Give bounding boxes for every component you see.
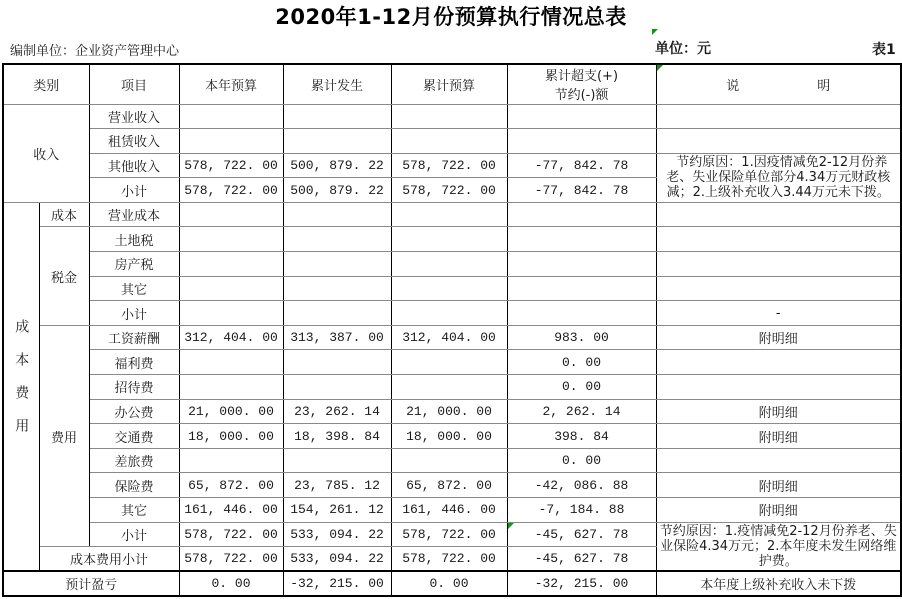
- salary-annual[interactable]: 312, 404. 00: [179, 325, 283, 350]
- row-other-tax: [3, 276, 901, 301]
- salary-note[interactable]: 附明细: [656, 325, 901, 350]
- expected-profit-loss-budget[interactable]: 0. 00: [391, 571, 507, 596]
- entertainment-actual[interactable]: [283, 375, 391, 400]
- row-travel: [3, 448, 901, 473]
- sheet-number-label: 表1: [872, 42, 896, 58]
- expected-profit-loss-annual[interactable]: 0. 00: [179, 571, 283, 596]
- land-tax-budget[interactable]: [391, 227, 507, 252]
- tax-section-label[interactable]: 税金: [39, 227, 89, 325]
- expected-profit-loss-label[interactable]: 预计盈亏: [3, 571, 179, 596]
- insurance-budget[interactable]: 65, 872. 00: [391, 473, 507, 498]
- expense-subtotal-actual[interactable]: 533, 094. 22: [283, 522, 391, 547]
- cost-expense-subtotal-budget[interactable]: 578, 722. 00: [391, 547, 507, 572]
- other-income-annual[interactable]: 578, 722. 00: [179, 153, 283, 178]
- transport-variance[interactable]: 398. 84: [507, 424, 656, 449]
- land-tax-note[interactable]: [656, 227, 901, 252]
- income-subtotal-variance[interactable]: -77, 842. 78: [507, 178, 656, 203]
- header-row: [3, 64, 901, 104]
- tax-subtotal-item[interactable]: 小计: [89, 301, 179, 326]
- notes-header-label: 说 明: [726, 78, 831, 94]
- row-rental-income: [3, 129, 901, 154]
- insurance-item[interactable]: 保险费: [89, 473, 179, 498]
- property-tax-item[interactable]: 房产税: [89, 252, 179, 277]
- cost-expense-vertical-text: 成本费用: [13, 318, 30, 451]
- office-annual[interactable]: 21, 000. 00: [179, 399, 283, 424]
- green-corner-marker-icon: [508, 523, 514, 529]
- expense-savings-note[interactable]: 节约原因：1.疫情减免2-12月份养老、失业保险4.34万元；2.本年度未发生网络维护费。: [656, 522, 901, 571]
- other-expense-actual[interactable]: 154, 261. 12: [283, 498, 391, 523]
- office-note[interactable]: 附明细: [656, 399, 901, 424]
- income-savings-note[interactable]: 节约原因：1.因疫情减免2-12月份养老、失业保险单位部分4.34万元财政核减；2.上级补充收入3.44万元未下拨。: [656, 153, 901, 202]
- welfare-budget[interactable]: [391, 350, 507, 375]
- other-tax-variance[interactable]: [507, 276, 656, 301]
- expense-subtotal-item[interactable]: 小计: [89, 522, 179, 547]
- operating-cost-item[interactable]: 营业成本: [89, 202, 179, 227]
- salary-variance[interactable]: 983. 00: [507, 325, 656, 350]
- transport-actual[interactable]: 18, 398. 84: [283, 424, 391, 449]
- operating-income-budget[interactable]: [391, 104, 507, 129]
- other-income-budget[interactable]: 578, 722. 00: [391, 153, 507, 178]
- transport-item[interactable]: 交通费: [89, 424, 179, 449]
- row-expected-profit-loss: [3, 571, 901, 596]
- entertainment-variance[interactable]: 0. 00: [507, 375, 656, 400]
- travel-item[interactable]: 差旅费: [89, 448, 179, 473]
- expense-subtotal-budget[interactable]: 578, 722. 00: [391, 522, 507, 547]
- rental-income-budget[interactable]: [391, 129, 507, 154]
- property-tax-actual[interactable]: [283, 252, 391, 277]
- other-income-item[interactable]: 其他收入: [89, 153, 179, 178]
- property-tax-note[interactable]: [656, 252, 901, 277]
- expected-profit-loss-variance[interactable]: -32, 215. 00: [507, 571, 656, 596]
- col-header-category[interactable]: 类别: [3, 64, 89, 104]
- row-other-income: [3, 153, 901, 178]
- other-expense-budget[interactable]: 161, 446. 00: [391, 498, 507, 523]
- operating-income-note[interactable]: [656, 104, 901, 129]
- income-subtotal-item[interactable]: 小计: [89, 178, 179, 203]
- rental-income-item[interactable]: 租赁收入: [89, 129, 179, 154]
- income-subtotal-annual[interactable]: 578, 722. 00: [179, 178, 283, 203]
- other-expense-item[interactable]: 其它: [89, 498, 179, 523]
- rental-income-annual[interactable]: [179, 129, 283, 154]
- row-insurance: [3, 473, 901, 498]
- entertainment-item[interactable]: 招待费: [89, 375, 179, 400]
- land-tax-item[interactable]: 土地税: [89, 227, 179, 252]
- operating-income-item[interactable]: 营业收入: [89, 104, 179, 129]
- green-corner-marker-icon: [657, 65, 663, 71]
- travel-budget[interactable]: [391, 448, 507, 473]
- operating-income-annual[interactable]: [179, 104, 283, 129]
- operating-income-variance[interactable]: [507, 104, 656, 129]
- operating-cost-budget[interactable]: [391, 202, 507, 227]
- insurance-note[interactable]: 附明细: [656, 473, 901, 498]
- operating-cost-annual[interactable]: [179, 202, 283, 227]
- property-tax-annual[interactable]: [179, 252, 283, 277]
- operating-cost-note[interactable]: [656, 202, 901, 227]
- col-header-item[interactable]: 项目: [89, 64, 179, 104]
- transport-budget[interactable]: 18, 000. 00: [391, 424, 507, 449]
- row-operating-cost: [3, 202, 901, 227]
- col-header-variance[interactable]: [507, 64, 656, 104]
- office-budget[interactable]: 21, 000. 00: [391, 399, 507, 424]
- travel-note[interactable]: [656, 448, 901, 473]
- other-expense-note[interactable]: 附明细: [656, 498, 901, 523]
- rental-income-actual[interactable]: [283, 129, 391, 154]
- operating-cost-actual[interactable]: [283, 202, 391, 227]
- col-header-cumulative-budget[interactable]: 累计预算: [391, 64, 507, 104]
- other-income-variance[interactable]: -77, 842. 78: [507, 153, 656, 178]
- expense-subtotal-variance-value: -45, 627. 78: [534, 526, 629, 542]
- cost-expense-subtotal-annual[interactable]: 578, 722. 00: [179, 547, 283, 572]
- rental-income-variance[interactable]: [507, 129, 656, 154]
- office-item[interactable]: 办公费: [89, 399, 179, 424]
- welfare-item[interactable]: 福利费: [89, 350, 179, 375]
- welfare-variance[interactable]: 0. 00: [507, 350, 656, 375]
- welfare-actual[interactable]: [283, 350, 391, 375]
- tax-subtotal-annual[interactable]: [179, 301, 283, 326]
- insurance-variance[interactable]: -42, 086. 88: [507, 473, 656, 498]
- entertainment-budget[interactable]: [391, 375, 507, 400]
- row-tax-subtotal: [3, 301, 901, 326]
- entertainment-note[interactable]: [656, 375, 901, 400]
- welfare-annual[interactable]: [179, 350, 283, 375]
- travel-annual[interactable]: [179, 448, 283, 473]
- variance-header-line1: 累计超支(+): [544, 69, 619, 85]
- col-header-annual-budget[interactable]: 本年预算: [179, 64, 283, 104]
- cost-expense-vertical-label[interactable]: [3, 202, 39, 571]
- cost-expense-subtotal-label[interactable]: 成本费用小计: [39, 547, 179, 572]
- row-entertainment: [3, 375, 901, 400]
- row-welfare: [3, 350, 901, 375]
- tax-subtotal-note[interactable]: -: [656, 301, 901, 326]
- income-section-label[interactable]: 收入: [3, 104, 89, 202]
- row-property-tax: [3, 252, 901, 277]
- cost-expense-subtotal-variance[interactable]: -45, 627. 78: [507, 547, 656, 572]
- other-expense-variance[interactable]: -7, 184. 88: [507, 498, 656, 523]
- row-expense-subtotal: [3, 522, 901, 547]
- property-tax-variance[interactable]: [507, 252, 656, 277]
- expense-subtotal-annual[interactable]: 578, 722. 00: [179, 522, 283, 547]
- office-variance[interactable]: 2, 262. 14: [507, 399, 656, 424]
- row-salary: [3, 325, 901, 350]
- income-subtotal-budget[interactable]: 578, 722. 00: [391, 178, 507, 203]
- tax-subtotal-actual[interactable]: [283, 301, 391, 326]
- property-tax-budget[interactable]: [391, 252, 507, 277]
- green-corner-marker-icon: [652, 29, 658, 35]
- row-office: [3, 399, 901, 424]
- variance-header-line2: 节约(-)额: [554, 88, 609, 104]
- travel-actual[interactable]: [283, 448, 391, 473]
- other-tax-annual[interactable]: [179, 276, 283, 301]
- tax-subtotal-variance[interactable]: [507, 301, 656, 326]
- land-tax-variance[interactable]: [507, 227, 656, 252]
- entertainment-annual[interactable]: [179, 375, 283, 400]
- rental-income-note[interactable]: [656, 129, 901, 154]
- travel-variance[interactable]: 0. 00: [507, 448, 656, 473]
- other-tax-item[interactable]: 其它: [89, 276, 179, 301]
- expense-section-label[interactable]: 费用: [39, 325, 89, 546]
- expected-profit-loss-actual[interactable]: -32, 215. 00: [283, 571, 391, 596]
- cost-section-label[interactable]: 成本: [39, 202, 89, 227]
- col-header-notes[interactable]: [656, 64, 901, 104]
- prepared-by-label: 编制单位：企业资产管理中心: [10, 44, 180, 59]
- operating-income-actual[interactable]: [283, 104, 391, 129]
- salary-budget[interactable]: 312, 404. 00: [391, 325, 507, 350]
- operating-cost-variance[interactable]: [507, 202, 656, 227]
- expense-subtotal-variance[interactable]: [507, 522, 656, 547]
- row-operating-income: [3, 104, 901, 129]
- transport-note[interactable]: 附明细: [656, 424, 901, 449]
- welfare-note[interactable]: [656, 350, 901, 375]
- tax-subtotal-budget[interactable]: [391, 301, 507, 326]
- salary-actual[interactable]: 313, 387. 00: [283, 325, 391, 350]
- office-actual[interactable]: 23, 262. 14: [283, 399, 391, 424]
- salary-item[interactable]: 工资薪酬: [89, 325, 179, 350]
- row-other-expense: [3, 498, 901, 523]
- other-income-actual[interactable]: 500, 879. 22: [283, 153, 391, 178]
- other-expense-annual[interactable]: 161, 446. 00: [179, 498, 283, 523]
- budget-table: [2, 63, 902, 597]
- other-tax-budget[interactable]: [391, 276, 507, 301]
- income-subtotal-actual[interactable]: 500, 879. 22: [283, 178, 391, 203]
- col-header-cumulative-actual[interactable]: 累计发生: [283, 64, 391, 104]
- land-tax-annual[interactable]: [179, 227, 283, 252]
- other-tax-actual[interactable]: [283, 276, 391, 301]
- page-title: 2020年1-12月份预算执行情况总表: [275, 5, 627, 29]
- cost-expense-subtotal-actual[interactable]: 533, 094. 22: [283, 547, 391, 572]
- row-land-tax: [3, 227, 901, 252]
- insurance-actual[interactable]: 23, 785. 12: [283, 473, 391, 498]
- expected-profit-loss-note[interactable]: 本年度上级补充收入未下拨: [656, 571, 901, 596]
- insurance-annual[interactable]: 65, 872. 00: [179, 473, 283, 498]
- unit-label: 单位：元: [655, 41, 711, 57]
- transport-annual[interactable]: 18, 000. 00: [179, 424, 283, 449]
- row-transport: [3, 424, 901, 449]
- other-tax-note[interactable]: [656, 276, 901, 301]
- land-tax-actual[interactable]: [283, 227, 391, 252]
